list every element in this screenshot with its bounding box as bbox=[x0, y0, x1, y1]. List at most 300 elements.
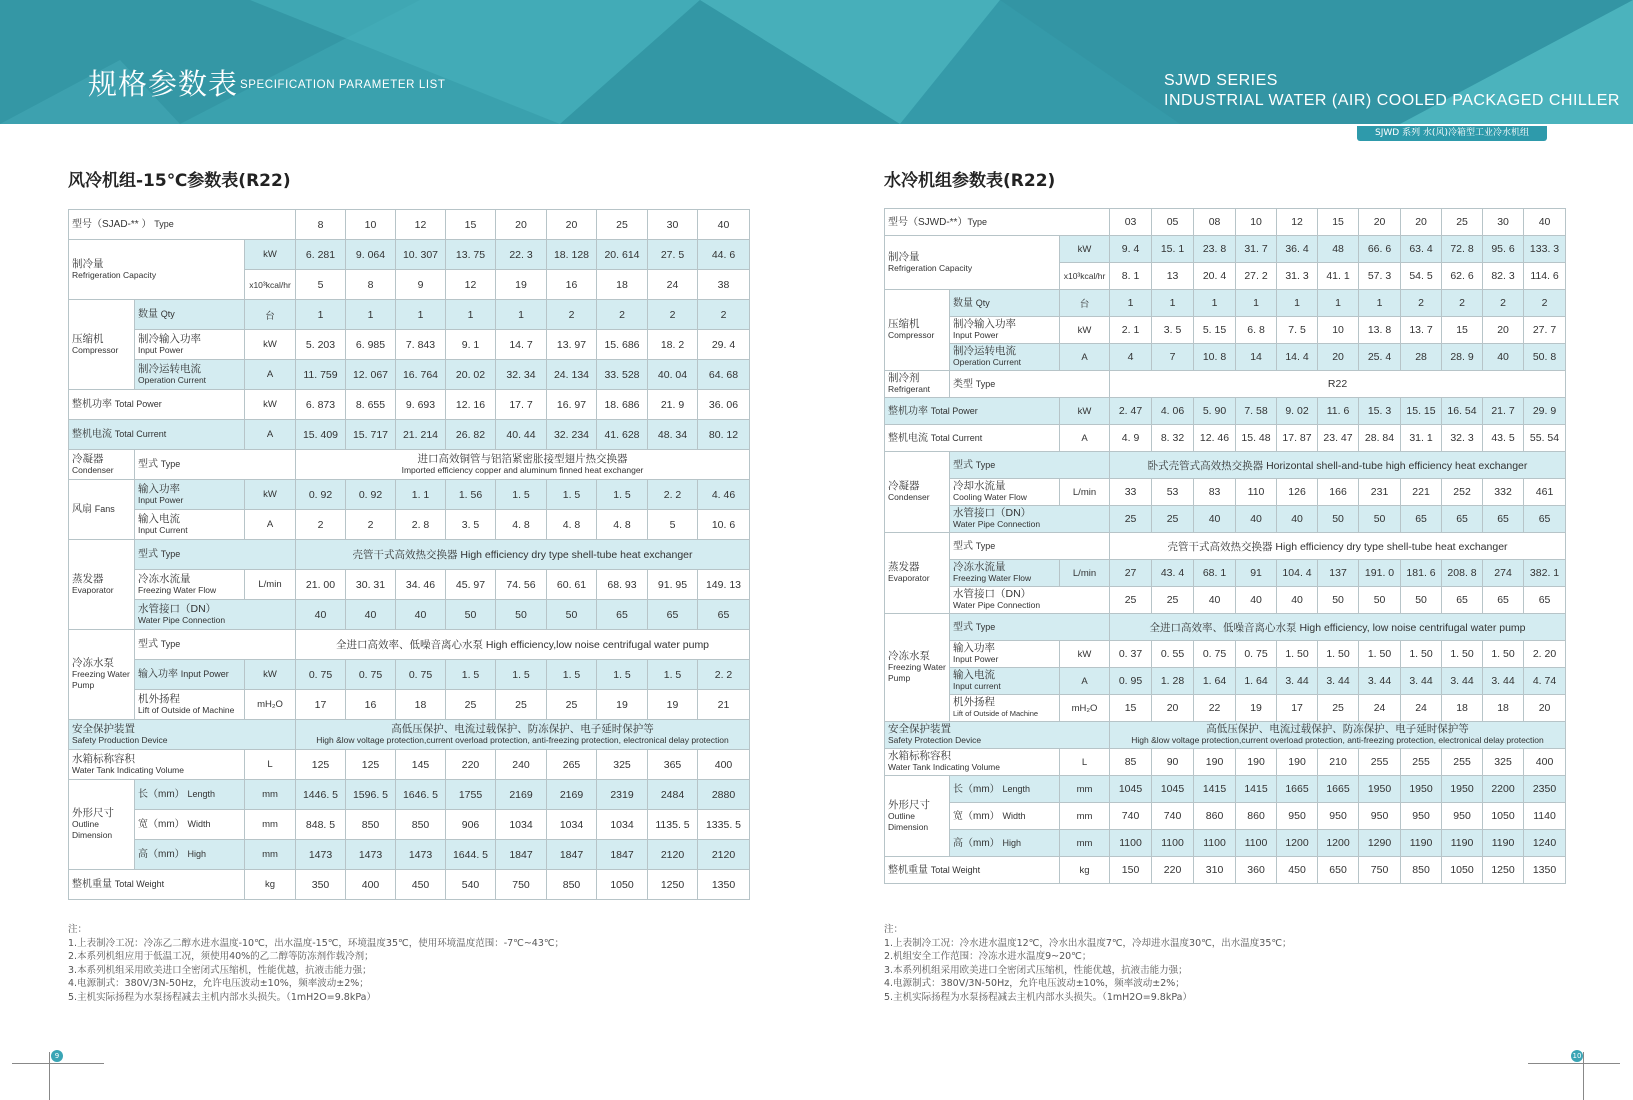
unit-cell: mm bbox=[1060, 830, 1110, 857]
table-cell: 104. 4 bbox=[1277, 560, 1318, 587]
table-cell: 40 bbox=[346, 600, 396, 630]
unit-cell: kW bbox=[1060, 398, 1110, 425]
table-cell: 650 bbox=[1318, 857, 1359, 884]
table-cell: 5 bbox=[648, 510, 698, 540]
table-cell: 5 bbox=[296, 270, 346, 300]
water-cooled-spec-table bbox=[884, 208, 1566, 884]
table-cell: 1. 5 bbox=[648, 660, 698, 690]
table-cell: 2. 8 bbox=[396, 510, 446, 540]
table-cell: 125 bbox=[346, 750, 396, 780]
table-row bbox=[885, 209, 1566, 236]
pump-label: 冷冻水泵 Freezing Water Pump bbox=[69, 630, 135, 720]
table-row bbox=[69, 810, 750, 840]
table-cell: 12. 16 bbox=[446, 390, 496, 420]
table-cell: 1100 bbox=[1110, 830, 1152, 857]
table-cell: 40 bbox=[1524, 209, 1566, 236]
table-cell: 85 bbox=[1110, 749, 1152, 776]
table-cell: 1250 bbox=[1483, 857, 1524, 884]
table-cell: 740 bbox=[1152, 803, 1194, 830]
table-cell: 40 bbox=[296, 600, 346, 630]
table-cell: 5. 15 bbox=[1194, 317, 1236, 344]
page-number-left: 9 bbox=[51, 1050, 63, 1062]
table-cell: 40 bbox=[698, 210, 750, 240]
table-cell: 25 bbox=[1152, 506, 1194, 533]
note-line: 2.本系列机组应用于低温工况，须使用40%的乙二醇等防冻剂作载冷剂； bbox=[68, 951, 374, 962]
table-cell: 13. 75 bbox=[446, 240, 496, 270]
table-cell: 190 bbox=[1194, 749, 1236, 776]
table-cell: 3. 44 bbox=[1277, 668, 1318, 695]
cooling-flow-label: 冷却水流量 Cooling Water Flow bbox=[950, 479, 1060, 506]
table-cell: 400 bbox=[698, 750, 750, 780]
table-cell: 50 bbox=[446, 600, 496, 630]
table-cell: 950 bbox=[1401, 803, 1442, 830]
unit-cell: mH₂O bbox=[1060, 695, 1110, 722]
table-cell: 208. 8 bbox=[1442, 560, 1483, 587]
table-cell: 65 bbox=[1483, 506, 1524, 533]
table-cell: 1473 bbox=[396, 840, 446, 870]
table-cell: 1050 bbox=[1442, 857, 1483, 884]
qty-label: 数量 Qty bbox=[135, 300, 245, 330]
table-cell: 65 bbox=[1442, 506, 1483, 533]
table-cell: 5. 90 bbox=[1194, 398, 1236, 425]
table-cell: 15. 48 bbox=[1236, 425, 1277, 452]
unit-cell: kW bbox=[1060, 317, 1110, 344]
table-cell: 13 bbox=[1152, 263, 1194, 290]
footer-rule-left bbox=[12, 1063, 104, 1064]
table-cell: 10. 6 bbox=[698, 510, 750, 540]
table-cell: 20. 02 bbox=[446, 360, 496, 390]
unit-cell: L/min bbox=[1060, 479, 1110, 506]
table-cell: 25 bbox=[597, 210, 648, 240]
total-power-label: 整机功率 Total Power bbox=[69, 390, 245, 420]
table-cell: 1. 50 bbox=[1318, 641, 1359, 668]
table-cell: 32. 3 bbox=[1442, 425, 1483, 452]
table-cell: 1 bbox=[496, 300, 547, 330]
table-cell: 126 bbox=[1277, 479, 1318, 506]
product-name: INDUSTRIAL WATER (AIR) COOLED PACKAGED CHILLER bbox=[1164, 92, 1620, 109]
table-cell: 1. 50 bbox=[1401, 641, 1442, 668]
table-cell: 1646. 5 bbox=[396, 780, 446, 810]
note-line: 5.主机实际扬程为水泵扬程减去主机内部水头损失。（1mH2O=9.8kPa） bbox=[884, 991, 1192, 1003]
table-cell: 1415 bbox=[1194, 776, 1236, 803]
unit-cell: A bbox=[245, 420, 296, 450]
refrigerant-value: R22 bbox=[1110, 371, 1566, 398]
table-cell: 12. 46 bbox=[1194, 425, 1236, 452]
table-cell: 65 bbox=[648, 600, 698, 630]
table-cell: 1190 bbox=[1442, 830, 1483, 857]
table-cell: 9. 4 bbox=[1110, 236, 1152, 263]
table-cell: 848. 5 bbox=[296, 810, 346, 840]
table-cell: 74. 56 bbox=[496, 570, 547, 600]
table-row bbox=[69, 540, 750, 570]
table-cell: 50. 8 bbox=[1524, 344, 1566, 371]
table-cell: 382. 1 bbox=[1524, 560, 1566, 587]
table-cell: 255 bbox=[1401, 749, 1442, 776]
series-name: SJWD SERIES bbox=[1164, 72, 1278, 89]
table-cell: 15. 686 bbox=[597, 330, 648, 360]
table-cell: 18 bbox=[396, 690, 446, 720]
table-cell: 166 bbox=[1318, 479, 1359, 506]
table-cell: 400 bbox=[1524, 749, 1566, 776]
table-cell: 9. 1 bbox=[446, 330, 496, 360]
table-row bbox=[69, 360, 750, 390]
table-cell: 9. 064 bbox=[346, 240, 396, 270]
table-cell: 30 bbox=[1483, 209, 1524, 236]
table-cell: 28 bbox=[1401, 344, 1442, 371]
table-cell: 2. 2 bbox=[698, 660, 750, 690]
table-cell: 220 bbox=[446, 750, 496, 780]
table-row bbox=[885, 803, 1566, 830]
table-cell: 27. 2 bbox=[1236, 263, 1277, 290]
weight-label: 整机重量 Total Weight bbox=[69, 870, 245, 900]
table-cell: 15 bbox=[1318, 209, 1359, 236]
table-row bbox=[69, 390, 750, 420]
table-cell: 24 bbox=[648, 270, 698, 300]
pump-type-value: 全进口高效率、低噪音离心水泵 High efficiency,low noise centrifugal water pump bbox=[296, 630, 750, 660]
table-cell: 55. 54 bbox=[1524, 425, 1566, 452]
table-cell: 65 bbox=[1524, 587, 1566, 614]
table-cell: 31. 3 bbox=[1277, 263, 1318, 290]
table-cell: 450 bbox=[396, 870, 446, 900]
table-cell: 950 bbox=[1359, 803, 1401, 830]
table-row bbox=[69, 510, 750, 540]
table-cell: 2169 bbox=[547, 780, 597, 810]
table-cell: 0. 92 bbox=[346, 480, 396, 510]
page-title-en: SPECIFICATION PARAMETER LIST bbox=[240, 79, 446, 91]
table-cell: 1. 50 bbox=[1483, 641, 1524, 668]
unit-cell: A bbox=[1060, 344, 1110, 371]
table-cell: 1. 28 bbox=[1152, 668, 1194, 695]
table-cell: 22. 3 bbox=[496, 240, 547, 270]
pump-label: 冷冻水泵 Freezing Water Pump bbox=[885, 614, 950, 722]
table-cell: 1 bbox=[1359, 290, 1401, 317]
table-row bbox=[885, 344, 1566, 371]
table-cell: 2. 1 bbox=[1110, 317, 1152, 344]
capacity-label: 制冷量 Refrigeration Capacity bbox=[885, 236, 1060, 290]
table-row bbox=[885, 371, 1566, 398]
table-cell: 50 bbox=[1318, 506, 1359, 533]
table-cell: 20 bbox=[1318, 344, 1359, 371]
table-row bbox=[885, 452, 1566, 479]
table-row bbox=[885, 668, 1566, 695]
table-cell: 3. 44 bbox=[1318, 668, 1359, 695]
table-cell: 7. 5 bbox=[1277, 317, 1318, 344]
table-cell: 65 bbox=[1524, 506, 1566, 533]
table-cell: 210 bbox=[1318, 749, 1359, 776]
table-cell: 40 bbox=[1194, 506, 1236, 533]
table-cell: 850 bbox=[346, 810, 396, 840]
table-cell: 32. 234 bbox=[547, 420, 597, 450]
table-cell: 18. 128 bbox=[547, 240, 597, 270]
table-cell: 1034 bbox=[496, 810, 547, 840]
table-cell: 1. 5 bbox=[547, 660, 597, 690]
table-cell: 950 bbox=[1277, 803, 1318, 830]
table-cell: 1 bbox=[1318, 290, 1359, 317]
table-cell: 40. 04 bbox=[648, 360, 698, 390]
table-cell: 57. 3 bbox=[1359, 263, 1401, 290]
table-cell: 11. 759 bbox=[296, 360, 346, 390]
table-cell: 1 bbox=[446, 300, 496, 330]
unit-cell: kW bbox=[1060, 641, 1110, 668]
table-cell: 1. 5 bbox=[496, 480, 547, 510]
table-cell: 15. 717 bbox=[346, 420, 396, 450]
unit-cell: kW bbox=[245, 660, 296, 690]
table-row bbox=[69, 330, 750, 360]
table-cell: 90 bbox=[1152, 749, 1194, 776]
table-cell: 540 bbox=[446, 870, 496, 900]
table-cell: 27. 7 bbox=[1524, 317, 1566, 344]
left-notes bbox=[68, 923, 768, 1004]
note-line: 4.电源制式：380V/3N-50Hz，允许电压波动±10%，频率波动±2%； bbox=[68, 978, 369, 989]
table-cell: 24 bbox=[1359, 695, 1401, 722]
table-row bbox=[885, 641, 1566, 668]
table-row bbox=[885, 506, 1566, 533]
table-cell: 2 bbox=[1483, 290, 1524, 317]
unit-cell: kW bbox=[245, 480, 296, 510]
table-cell: 13. 8 bbox=[1359, 317, 1401, 344]
table-cell: 1. 64 bbox=[1194, 668, 1236, 695]
table-cell: 1050 bbox=[597, 870, 648, 900]
table-cell: 2. 2 bbox=[648, 480, 698, 510]
table-cell: 1950 bbox=[1359, 776, 1401, 803]
table-cell: 1. 64 bbox=[1236, 668, 1277, 695]
table-cell: 54. 5 bbox=[1401, 263, 1442, 290]
width-label: 宽（mm） Width bbox=[950, 803, 1060, 830]
table-cell: 17. 7 bbox=[496, 390, 547, 420]
condenser-type-value: 进口高效铜管与铝箔紧密胀接型翅片热交换器 Imported efficiency copper and aluminum finned heat exchanger bbox=[296, 450, 750, 480]
table-cell: 1. 50 bbox=[1277, 641, 1318, 668]
table-cell: 2120 bbox=[648, 840, 698, 870]
table-cell: 12 bbox=[396, 210, 446, 240]
table-cell: 11. 6 bbox=[1318, 398, 1359, 425]
table-cell: 40 bbox=[1236, 587, 1277, 614]
table-cell: 8. 655 bbox=[346, 390, 396, 420]
table-cell: 50 bbox=[496, 600, 547, 630]
table-cell: 20. 614 bbox=[597, 240, 648, 270]
table-cell: 21. 214 bbox=[396, 420, 446, 450]
table-cell: 7. 58 bbox=[1236, 398, 1277, 425]
unit-cell: mm bbox=[1060, 776, 1110, 803]
table-cell: 181. 6 bbox=[1401, 560, 1442, 587]
condenser-label: 冷凝器 Condenser bbox=[885, 452, 950, 533]
table-cell: 0. 95 bbox=[1110, 668, 1152, 695]
table-cell: 2 bbox=[296, 510, 346, 540]
table-cell: 0. 75 bbox=[396, 660, 446, 690]
unit-cell: kg bbox=[245, 870, 296, 900]
table-cell: 1644. 5 bbox=[446, 840, 496, 870]
table-cell: 10 bbox=[1236, 209, 1277, 236]
unit-cell: A bbox=[245, 510, 296, 540]
table-cell: 860 bbox=[1236, 803, 1277, 830]
table-cell: 1. 5 bbox=[446, 660, 496, 690]
table-cell: 21. 9 bbox=[648, 390, 698, 420]
table-cell: 16. 54 bbox=[1442, 398, 1483, 425]
table-cell: 29. 4 bbox=[698, 330, 750, 360]
table-cell: 1950 bbox=[1401, 776, 1442, 803]
table-cell: 150 bbox=[1110, 857, 1152, 884]
table-cell: 1350 bbox=[1524, 857, 1566, 884]
pipe-connection-label: 水管接口（DN） Water Pipe Connection bbox=[135, 600, 296, 630]
table-cell: 1755 bbox=[446, 780, 496, 810]
table-cell: 36. 06 bbox=[698, 390, 750, 420]
table-cell: 2 bbox=[547, 300, 597, 330]
table-cell: 41. 1 bbox=[1318, 263, 1359, 290]
table-cell: 1 bbox=[1152, 290, 1194, 317]
height-label: 高（mm） High bbox=[135, 840, 245, 870]
table-cell: 8 bbox=[346, 270, 396, 300]
note-line: 2.机组安全工作范围：冷冻水进水温度9~20℃； bbox=[884, 951, 1092, 962]
table-cell: 1. 50 bbox=[1359, 641, 1401, 668]
unit-cell: L/min bbox=[245, 570, 296, 600]
table-row bbox=[69, 600, 750, 630]
table-cell: 1665 bbox=[1318, 776, 1359, 803]
table-row bbox=[885, 479, 1566, 506]
evaporator-type-value: 壳管干式高效热交换器 High efficiency dry type shell-tube heat exchanger bbox=[1110, 533, 1566, 560]
table-cell: 2 bbox=[1524, 290, 1566, 317]
table-cell: 1 bbox=[346, 300, 396, 330]
table-cell: 65 bbox=[597, 600, 648, 630]
series-tag: SJWD 系列 水(风)冷箱型工业冷水机组 bbox=[1357, 126, 1547, 141]
table-cell: 1. 5 bbox=[597, 660, 648, 690]
table-row bbox=[885, 560, 1566, 587]
unit-cell: kW bbox=[1060, 236, 1110, 263]
table-cell: 25. 4 bbox=[1359, 344, 1401, 371]
table-cell: 906 bbox=[446, 810, 496, 840]
table-cell: 40 bbox=[396, 600, 446, 630]
condenser-type-value: 卧式壳管式高效热交换器 Horizontal shell-and-tube high efficiency heat exchanger bbox=[1110, 452, 1566, 479]
table-cell: 64. 68 bbox=[698, 360, 750, 390]
input-power-label: 制冷输入功率 Input Power bbox=[950, 317, 1060, 344]
table-cell: 32. 34 bbox=[496, 360, 547, 390]
unit-cell: 台 bbox=[245, 300, 296, 330]
note-line: 1.上表制冷工况：冷水进水温度12℃，冷水出水温度7℃，冷却进水温度30℃，出水温度35℃； bbox=[884, 937, 1292, 949]
evaporator-type-value: 壳管干式高效热交换器 High efficiency dry type shell-tube heat exchanger bbox=[296, 540, 750, 570]
unit-cell: L bbox=[1060, 749, 1110, 776]
table-cell: 40 bbox=[1483, 344, 1524, 371]
fans-label: 风扇 Fans bbox=[69, 480, 135, 540]
table-cell: 17 bbox=[1277, 695, 1318, 722]
table-cell: 21. 00 bbox=[296, 570, 346, 600]
table-row bbox=[69, 660, 750, 690]
table-cell: 30 bbox=[648, 210, 698, 240]
total-current-label: 整机电流 Total Current bbox=[885, 425, 1060, 452]
table-row bbox=[69, 480, 750, 510]
table-cell: 1 bbox=[1277, 290, 1318, 317]
freezing-flow-label: 冷冻水流量 Freezing Water Flow bbox=[950, 560, 1060, 587]
table-cell: 750 bbox=[1359, 857, 1401, 884]
table-cell: 221 bbox=[1401, 479, 1442, 506]
series-title bbox=[1164, 71, 1620, 111]
table-cell: 4 bbox=[1110, 344, 1152, 371]
table-cell: 1140 bbox=[1524, 803, 1566, 830]
table-cell: 12. 067 bbox=[346, 360, 396, 390]
table-cell: 15. 15 bbox=[1401, 398, 1442, 425]
table-cell: 332 bbox=[1483, 479, 1524, 506]
pump-power-label: 输入功率 Input Power bbox=[135, 660, 245, 690]
table-cell: 08 bbox=[1194, 209, 1236, 236]
table-cell: 36. 4 bbox=[1277, 236, 1318, 263]
table-cell: 31. 7 bbox=[1236, 236, 1277, 263]
height-label: 高（mm） High bbox=[950, 830, 1060, 857]
table-cell: 25 bbox=[547, 690, 597, 720]
table-cell: 0. 92 bbox=[296, 480, 346, 510]
table-cell: 66. 6 bbox=[1359, 236, 1401, 263]
table-cell: 1 bbox=[296, 300, 346, 330]
table-row bbox=[69, 870, 750, 900]
unit-cell: 台 bbox=[1060, 290, 1110, 317]
table-cell: 25 bbox=[1442, 209, 1483, 236]
unit-cell: A bbox=[1060, 425, 1110, 452]
table-cell: 137 bbox=[1318, 560, 1359, 587]
table-row bbox=[69, 720, 750, 750]
table-cell: 461 bbox=[1524, 479, 1566, 506]
table-row bbox=[69, 840, 750, 870]
table-cell: 26. 82 bbox=[446, 420, 496, 450]
table-cell: 1050 bbox=[1483, 803, 1524, 830]
table-cell: 10 bbox=[346, 210, 396, 240]
table-cell: 19 bbox=[1236, 695, 1277, 722]
table-row bbox=[69, 240, 750, 270]
width-label: 宽（mm） Width bbox=[135, 810, 245, 840]
table-cell: 44. 6 bbox=[698, 240, 750, 270]
unit-cell: x10³kcal/hr bbox=[1060, 263, 1110, 290]
table-cell: 0. 75 bbox=[1236, 641, 1277, 668]
table-cell: 1045 bbox=[1110, 776, 1152, 803]
table-cell: 1200 bbox=[1318, 830, 1359, 857]
table-cell: 1950 bbox=[1442, 776, 1483, 803]
table-cell: 20 bbox=[1524, 695, 1566, 722]
table-cell: 29. 9 bbox=[1524, 398, 1566, 425]
length-label: 长（mm） Length bbox=[135, 780, 245, 810]
table-cell: 2200 bbox=[1483, 776, 1524, 803]
note-line: 注： bbox=[884, 924, 904, 935]
table-cell: 27 bbox=[1110, 560, 1152, 587]
table-row bbox=[885, 695, 1566, 722]
type-label: 型式 Type bbox=[135, 540, 296, 570]
table-row bbox=[885, 425, 1566, 452]
table-cell: 50 bbox=[547, 600, 597, 630]
table-cell: 16 bbox=[346, 690, 396, 720]
table-cell: 65 bbox=[1401, 506, 1442, 533]
table-cell: 05 bbox=[1152, 209, 1194, 236]
page-title-zh: 规格参数表 bbox=[88, 67, 239, 101]
table-cell: 10 bbox=[1318, 317, 1359, 344]
unit-cell: mm bbox=[245, 840, 296, 870]
unit-cell: mm bbox=[1060, 803, 1110, 830]
table-cell: 13. 97 bbox=[547, 330, 597, 360]
table-cell: 145 bbox=[396, 750, 446, 780]
table-cell: 21. 7 bbox=[1483, 398, 1524, 425]
table-cell: 950 bbox=[1318, 803, 1359, 830]
table-cell: 2120 bbox=[698, 840, 750, 870]
capacity-label: 制冷量 Refrigeration Capacity bbox=[69, 240, 245, 300]
table-cell: 27. 5 bbox=[648, 240, 698, 270]
outline-label: 外形尺寸 Outline Dimension bbox=[885, 776, 950, 857]
table-cell: 28. 9 bbox=[1442, 344, 1483, 371]
unit-cell: kg bbox=[1060, 857, 1110, 884]
table-cell: 18 bbox=[597, 270, 648, 300]
table-cell: 50 bbox=[1318, 587, 1359, 614]
unit-cell: mH₂O bbox=[245, 690, 296, 720]
table-cell: 20 bbox=[1483, 317, 1524, 344]
table-cell: 3. 5 bbox=[1152, 317, 1194, 344]
table-cell: 1335. 5 bbox=[698, 810, 750, 840]
table-cell: 110 bbox=[1236, 479, 1277, 506]
table-cell: 50 bbox=[1401, 587, 1442, 614]
table-cell: 68. 1 bbox=[1194, 560, 1236, 587]
unit-cell: x10³kcal/hr bbox=[245, 270, 296, 300]
total-power-label: 整机功率 Total Power bbox=[885, 398, 1060, 425]
